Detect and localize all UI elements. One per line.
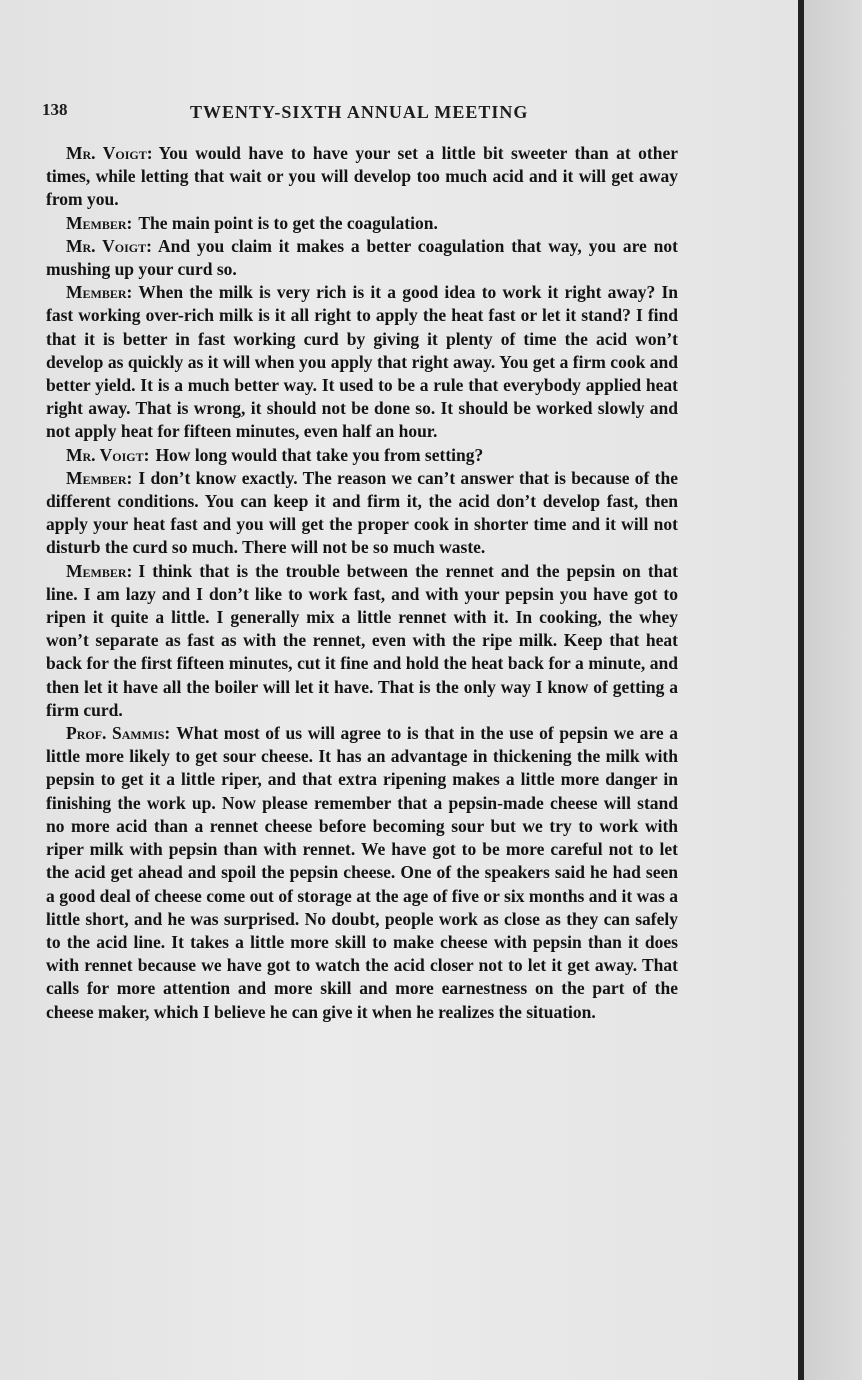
paragraph-text: The main point is to get the coagulation. bbox=[138, 212, 438, 233]
paragraph bbox=[46, 467, 678, 560]
paragraph-text: I don’t know exactly. The reason we can’t answer that is because of the different conditions. You can keep it and firm it, the acid don’t develop fast, then apply your heat fast and you will get the proper cook in shorter time and it will not disturb the curd so much. There will not be so much waste. bbox=[46, 467, 678, 558]
paragraph bbox=[46, 142, 678, 212]
page-number: 138 bbox=[42, 100, 68, 119]
speaker-label: Member: bbox=[66, 212, 133, 233]
speaker-label: Mr. Voigt: bbox=[66, 143, 153, 163]
paragraph bbox=[46, 560, 678, 722]
speaker-label: Member: bbox=[66, 560, 133, 581]
paragraph bbox=[46, 444, 678, 467]
text-body bbox=[46, 142, 678, 1024]
paragraph-text: You would have to have your set a little bit sweeter than at other times, while letting that wait or you will develop too much acid and it will get away from you. bbox=[46, 143, 678, 210]
speaker-label: Prof. Sammis: bbox=[66, 723, 171, 744]
paragraph-text: When the milk is very rich is it a good idea to work it right away? In fast working over-rich milk is it all right to apply the heat fast or let it stand? I find that it is better in fast working curd by giving it plenty of time the acid won’t develop as quickly as it will when you apply that right away. You get a firm cook and better yield. It is a much better way. It used to be a rule that everybody applied heat right away. That is wrong, it should not be done so. It should be worked slowly and not apply heat for fifteen minutes, even half an hour. bbox=[46, 282, 678, 442]
adjacent-page-edge bbox=[804, 0, 862, 1380]
paragraph-text: How long would that take you from setting? bbox=[155, 444, 484, 465]
page-header bbox=[42, 100, 682, 130]
speaker-label: Member: bbox=[66, 282, 133, 303]
paragraph-text: And you claim it makes a better coagulation that way, you are not mushing up your curd so. bbox=[46, 235, 678, 280]
paragraph bbox=[46, 212, 678, 235]
running-head: TWENTY-SIXTH ANNUAL MEETING bbox=[190, 102, 529, 122]
paragraph bbox=[46, 235, 678, 281]
paragraph bbox=[46, 281, 678, 443]
speaker-label: Member: bbox=[66, 467, 133, 488]
paragraph bbox=[46, 722, 678, 1024]
speaker-label: Mr. Voigt: bbox=[66, 444, 150, 465]
paragraph-text: I think that is the trouble between the rennet and the pepsin on that line. I am lazy and I don’t like to work fast, and with your pepsin you have got to ripen it quite a little. I generally mix a little rennet with it. In cooking, the whey won’t separate as fast as with the rennet, even with the ripe milk. Keep that heat back for the first fifteen minutes, cut it fine and hold the heat back for a minute, and then let it have all the boiler will let it have. That is the only way I know of getting a firm curd. bbox=[46, 560, 678, 720]
speaker-label: Mr. Voigt: bbox=[66, 235, 152, 256]
paragraph-text: What most of us will agree to is that in the use of pepsin we are a little more likely to get sour cheese. It has an advantage in thickening the milk with pepsin to get it a little riper, and that extra ripening makes a little more danger in finishing the work up. Now please remember that a pepsin-made cheese will stand no more acid than a rennet cheese before becoming sour but we try to work with riper milk with pepsin than with rennet. We have got to be more careful not to let the acid get ahead and spoil the pepsin cheese. One of the speakers said he had seen a good deal of cheese come out of storage at the age of five or six months and it was a little short, and he was surprised. No doubt, people work as close as they can safely to the acid line. It takes a little more skill to make cheese with pepsin than it does with rennet because we have got to watch the acid closer not to let it get away. That calls for more attention and more skill and more earnestness on the part of the cheese maker, which I believe he can give it when he realizes the situation. bbox=[46, 723, 678, 1022]
